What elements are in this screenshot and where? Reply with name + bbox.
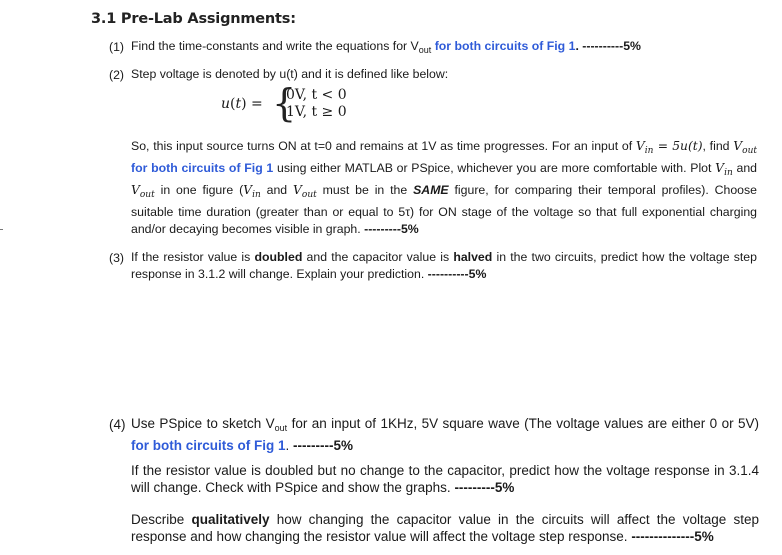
p-text: in one figure ( bbox=[154, 183, 244, 197]
item-2-number: (2) bbox=[109, 68, 125, 82]
item-1-blue: for both circuits of Fig 1 bbox=[431, 39, 576, 53]
v-symbol: V bbox=[243, 183, 253, 197]
v-symbol: V bbox=[733, 139, 743, 153]
p-text: figure, for comparing their temporal profiles). Choose suitable time duration (greater than or equal to 5τ) for ON stage of the voltage so that full exponential charging and/or decaying becomes visible in graph. bbox=[131, 183, 757, 236]
equation-case-2: 1V, t ≥ 0 bbox=[286, 104, 347, 120]
item-1-number: (1) bbox=[109, 40, 125, 54]
item-1-text bbox=[131, 38, 691, 59]
margin-mark bbox=[0, 229, 3, 230]
p-text: how changing the capacitor value in the circuits will affect the voltage step response and how changing the resistor value will affect the voltage step response. bbox=[131, 512, 759, 544]
percent-marker: ---------5% bbox=[293, 438, 353, 453]
p-text: Use PSpice to sketch V bbox=[131, 416, 275, 431]
section-heading: 3.1 Pre-Lab Assignments: bbox=[91, 11, 296, 27]
p-text: must be in the bbox=[316, 183, 414, 197]
equation-case-1: 0V, t < 0 bbox=[286, 87, 347, 103]
item-3-text bbox=[131, 249, 757, 283]
percent-marker: ---------5% bbox=[364, 222, 419, 236]
p-text: . bbox=[285, 438, 294, 453]
halved-emphasis: halved bbox=[453, 250, 493, 264]
item-1-lead: Find the time-constants and write the equations for V bbox=[131, 39, 419, 53]
v-sub: in bbox=[724, 168, 733, 178]
v-symbol: V bbox=[635, 139, 645, 153]
v-sub: in bbox=[252, 190, 261, 200]
v-symbol: V bbox=[715, 161, 725, 175]
p-text: in the two circuits, predict how the voltage step response in 3.1.2 will change. Explain your prediction. bbox=[131, 250, 757, 281]
doubled-emphasis: doubled bbox=[254, 250, 303, 264]
item-1-tail: . ----------5% bbox=[575, 39, 641, 53]
p-text: Describe bbox=[131, 512, 192, 527]
v-symbol: V bbox=[131, 183, 140, 197]
p-text: So, this input source turns ON at t=0 and remains at 1V as time progresses. For an input of bbox=[131, 139, 636, 153]
p-text: and bbox=[260, 183, 294, 197]
v-symbol: V bbox=[293, 183, 302, 197]
v-sub: out bbox=[301, 190, 317, 200]
equation-lhs: u(t) = bbox=[221, 96, 263, 112]
p-text: If the resistor value is bbox=[131, 250, 255, 264]
blue-text: for both circuits of Fig 1 bbox=[131, 438, 286, 453]
p-text: If the resistor value is doubled but no change to the capacitor, predict how the voltage response in 3.1.4 will change. Check with PSpice and show the graphs. bbox=[131, 463, 759, 495]
percent-marker: --------------5% bbox=[631, 529, 714, 544]
same-emphasis: SAME bbox=[413, 183, 449, 197]
item-3-number: (3) bbox=[109, 251, 125, 265]
item-4-paragraph-3 bbox=[131, 511, 759, 545]
percent-marker: ----------5% bbox=[427, 267, 487, 281]
qualitatively-emphasis: qualitatively bbox=[191, 512, 270, 527]
p-text: and the capacitor value is bbox=[302, 250, 454, 264]
item-1-sub: out bbox=[418, 45, 432, 55]
v-sub: out bbox=[139, 190, 155, 200]
v-sub: out bbox=[274, 423, 288, 433]
item-4-paragraph-2 bbox=[131, 462, 759, 496]
item-2-paragraph bbox=[131, 138, 757, 238]
item-4-number: (4) bbox=[109, 417, 126, 432]
item-2-intro: Step voltage is denoted by u(t) and it is defined like below: bbox=[131, 67, 449, 81]
p-text: , find bbox=[702, 139, 734, 153]
p-text: for an input of 1KHz, 5V square wave (The voltage values are either 0 or 5V) bbox=[287, 416, 759, 431]
p-text: and bbox=[736, 161, 758, 175]
percent-marker: ---------5% bbox=[454, 480, 515, 495]
item-4-text bbox=[131, 415, 759, 454]
v-sub: in bbox=[644, 146, 654, 156]
equation-brace: { bbox=[272, 81, 297, 125]
p-text: using either MATLAB or PSpice, whichever you are more comfortable with. Plot bbox=[273, 161, 716, 175]
vin-rhs: = 5u(t) bbox=[653, 139, 703, 153]
v-sub: out bbox=[742, 146, 757, 156]
blue-text: for both circuits of Fig 1 bbox=[131, 161, 274, 175]
